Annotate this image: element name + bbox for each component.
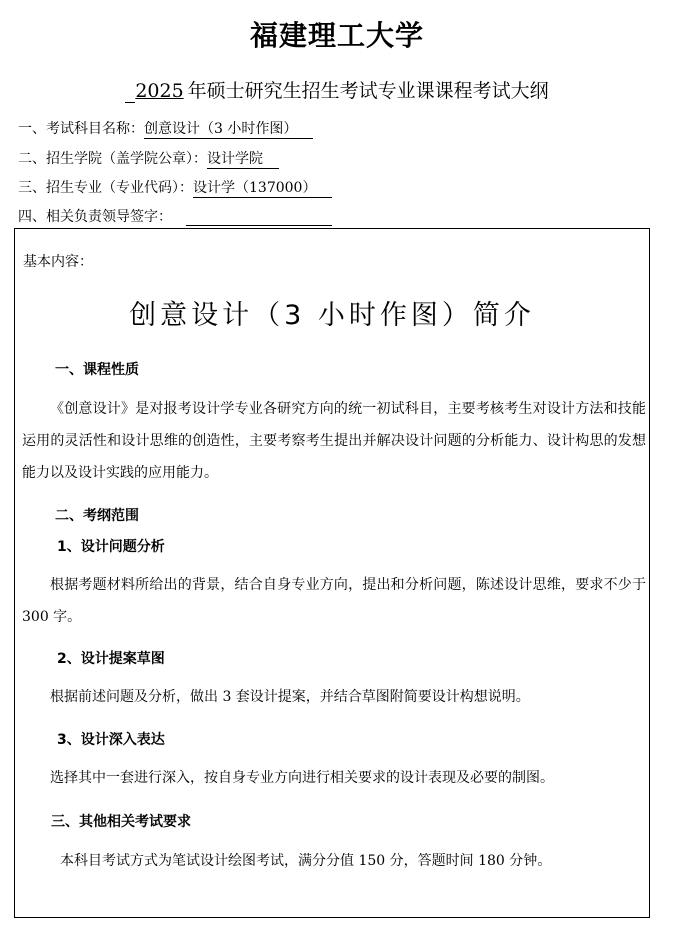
meta-subject-value: 创意设计（3 小时作图） xyxy=(144,120,313,139)
meta-college-label: 二、招生学院（盖学院公章）： xyxy=(18,151,207,167)
meta-signature xyxy=(18,206,332,226)
sub-proposal-sketch-paragraph: 根据前述问题及分析，做出 3 套设计提案，并结合草图附简要设计构想说明。 xyxy=(50,689,530,705)
meta-major-label: 三、招生专业（专业代码）： xyxy=(18,180,193,196)
sub-problem-analysis-paragraph: 根据考题材料所给出的背景，结合自身专业方向，提出和分析问题，陈述设计思维，要求不少于 300 字。 xyxy=(22,577,646,625)
exam-title-text: 年硕士研究生招生考试专业课课程考试大纲 xyxy=(187,80,549,102)
meta-subject-label: 一、考试科目名称： xyxy=(18,121,144,137)
meta-major xyxy=(18,177,332,198)
meta-college-value: 设计学院 xyxy=(207,150,279,169)
sub-deep-expression-heading: 3、设计深入表达 xyxy=(57,732,165,748)
sub-proposal-sketch-heading: 2、设计提案草图 xyxy=(57,651,165,667)
intro-title: 创意设计（3 小时作图）简介 xyxy=(129,300,535,331)
signature-blank-line xyxy=(186,209,332,226)
exam-outline-title xyxy=(0,76,674,103)
sub-problem-analysis-heading: 1、设计问题分析 xyxy=(57,539,165,555)
meta-college xyxy=(18,148,279,169)
meta-signature-label: 四、相关负责领导签字： xyxy=(18,209,172,225)
sub-deep-expression-paragraph: 选择其中一套进行深入，按自身专业方向进行相关要求的设计表现及必要的制图。 xyxy=(50,770,554,786)
basic-content-label: 基本内容： xyxy=(23,254,93,270)
university-name: 福建理工大学 xyxy=(249,19,424,52)
section-other-requirements-heading: 三、其他相关考试要求 xyxy=(51,814,191,830)
year-underline-pad xyxy=(125,84,135,103)
section-other-requirements-paragraph: 本科目考试方式为笔试设计绘图考试，满分分值 150 分，答题时间 180 分钟。 xyxy=(60,853,552,869)
meta-major-value: 设计学（137000） xyxy=(193,179,332,198)
section-course-nature-paragraph: 《创意设计》是对报考设计学专业各研究方向的统一初试科目，主要考核考生对设计方法和技能运用的灵活性和设计思维的创造性，主要考察考生提出并解决设计问题的分析能力、设计构思的发想能力以及设计实践的应用能力。 xyxy=(22,401,646,481)
section-course-nature-heading: 一、课程性质 xyxy=(55,362,139,378)
content-box xyxy=(14,228,650,918)
meta-subject xyxy=(18,118,313,139)
exam-year: 2025 xyxy=(135,80,184,102)
section-syllabus-scope-heading: 二、考纲范围 xyxy=(55,508,139,524)
